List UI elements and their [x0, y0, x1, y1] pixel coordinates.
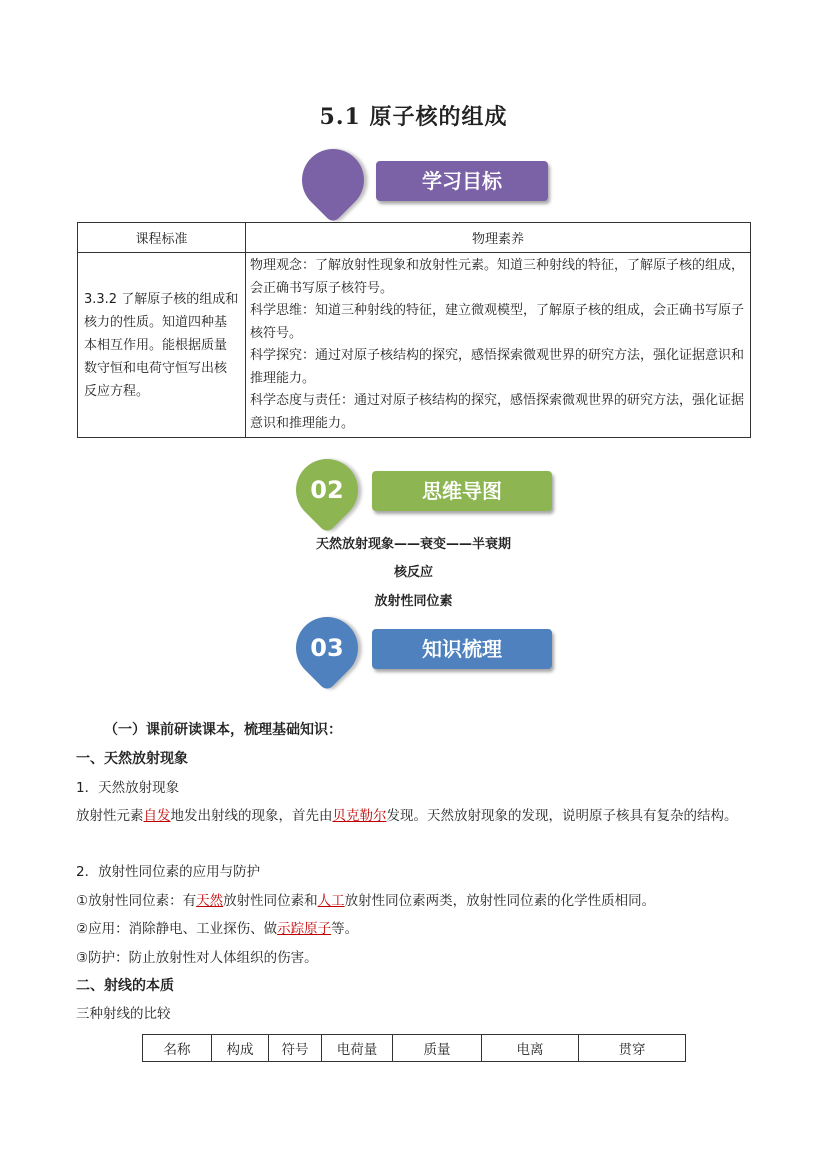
paragraph-isotopes: ①放射性同位素：有天然放射性同位素和人工放射性同位素两类，放射性同位素的化学性质相同。: [76, 893, 656, 909]
heading-natural-radioactivity: 一、天然放射现象: [76, 751, 188, 767]
mindmap-line: 天然放射现象——衰变——半衰期: [315, 537, 511, 552]
answer-blank: 自发: [143, 808, 171, 824]
section-label: 学习目标: [376, 161, 548, 201]
rays-header: 符号: [269, 1035, 322, 1062]
answer-blank: 人工: [317, 893, 345, 909]
section-banner-mindmap: [290, 465, 560, 517]
rays-header: 构成: [212, 1035, 269, 1062]
rays-table: [142, 1034, 686, 1062]
literacy-item: 科学态度与责任：通过对原子核结构的探究，感悟探索微观世界的研究方法，强化证据意识和推理能力。: [250, 393, 745, 431]
mindmap-line: 放射性同位素: [374, 594, 453, 609]
rays-header: 电离: [482, 1035, 579, 1062]
rays-header: 质量: [393, 1035, 482, 1062]
paragraph-protection: ③防护：防止放射性对人体组织的伤害。: [76, 950, 318, 966]
subheading-2: 2．放射性同位素的应用与防护: [76, 864, 261, 880]
literacy-item: 科学探究：通过对原子核结构的探究，感悟探索微观世界的研究方法，强化证据意识和推理能力。: [250, 348, 745, 386]
knowledge-intro: （一）课前研读课本，梳理基础知识：: [104, 722, 342, 738]
mindmap-line: 核反应: [393, 565, 433, 580]
section-badge: [289, 136, 377, 224]
section-banner-goals: [296, 155, 556, 207]
rays-header: 电荷量: [322, 1035, 393, 1062]
page-title: 5.1 原子核的组成: [319, 104, 508, 130]
goals-standard: 3.3.2 了解原子核的组成和核力的性质。知道四种基本相互作用。能根据质量数守恒和电荷守恒写出核反应方程。: [78, 253, 246, 438]
section-banner-knowledge: [290, 623, 560, 675]
answer-blank: 天然: [196, 893, 224, 909]
literacy-item: 物理观念：了解放射性现象和放射性元素。知道三种射线的特征，了解原子核的组成，会正确书写原子核符号。: [250, 258, 745, 296]
goals-header-literacy: 物理素养: [246, 223, 751, 253]
literacy-item: 科学思维：知道三种射线的特征，建立微观模型，了解原子核的组成，会正确书写原子核符号。: [250, 303, 745, 341]
section-label: 思维导图: [372, 471, 552, 511]
section-badge-02: 02: [283, 446, 371, 534]
section-badge-03: 03: [283, 604, 371, 692]
goals-header-standard: 课程标准: [78, 223, 246, 253]
answer-blank: 示踪原子: [277, 921, 332, 937]
goals-literacy: [246, 253, 751, 438]
answer-blank: 贝克勒尔: [332, 808, 387, 824]
rays-header: 贯穿: [579, 1035, 686, 1062]
subheading-1: 1．天然放射现象: [76, 780, 180, 796]
paragraph-applications: ②应用：消除静电、工业探伤、做示踪原子等。: [76, 921, 359, 937]
section-label: 知识梳理: [372, 629, 552, 669]
paragraph-ray-comparison: 三种射线的比较: [76, 1006, 171, 1022]
rays-header: 名称: [143, 1035, 212, 1062]
goals-table: [77, 222, 751, 438]
heading-ray-nature: 二、射线的本质: [76, 978, 174, 994]
paragraph-natural-radioactivity: 放射性元素自发地发出射线的现象，首先由贝克勒尔发现。天然放射现象的发现，说明原子核具有复杂的结构。: [76, 808, 738, 824]
